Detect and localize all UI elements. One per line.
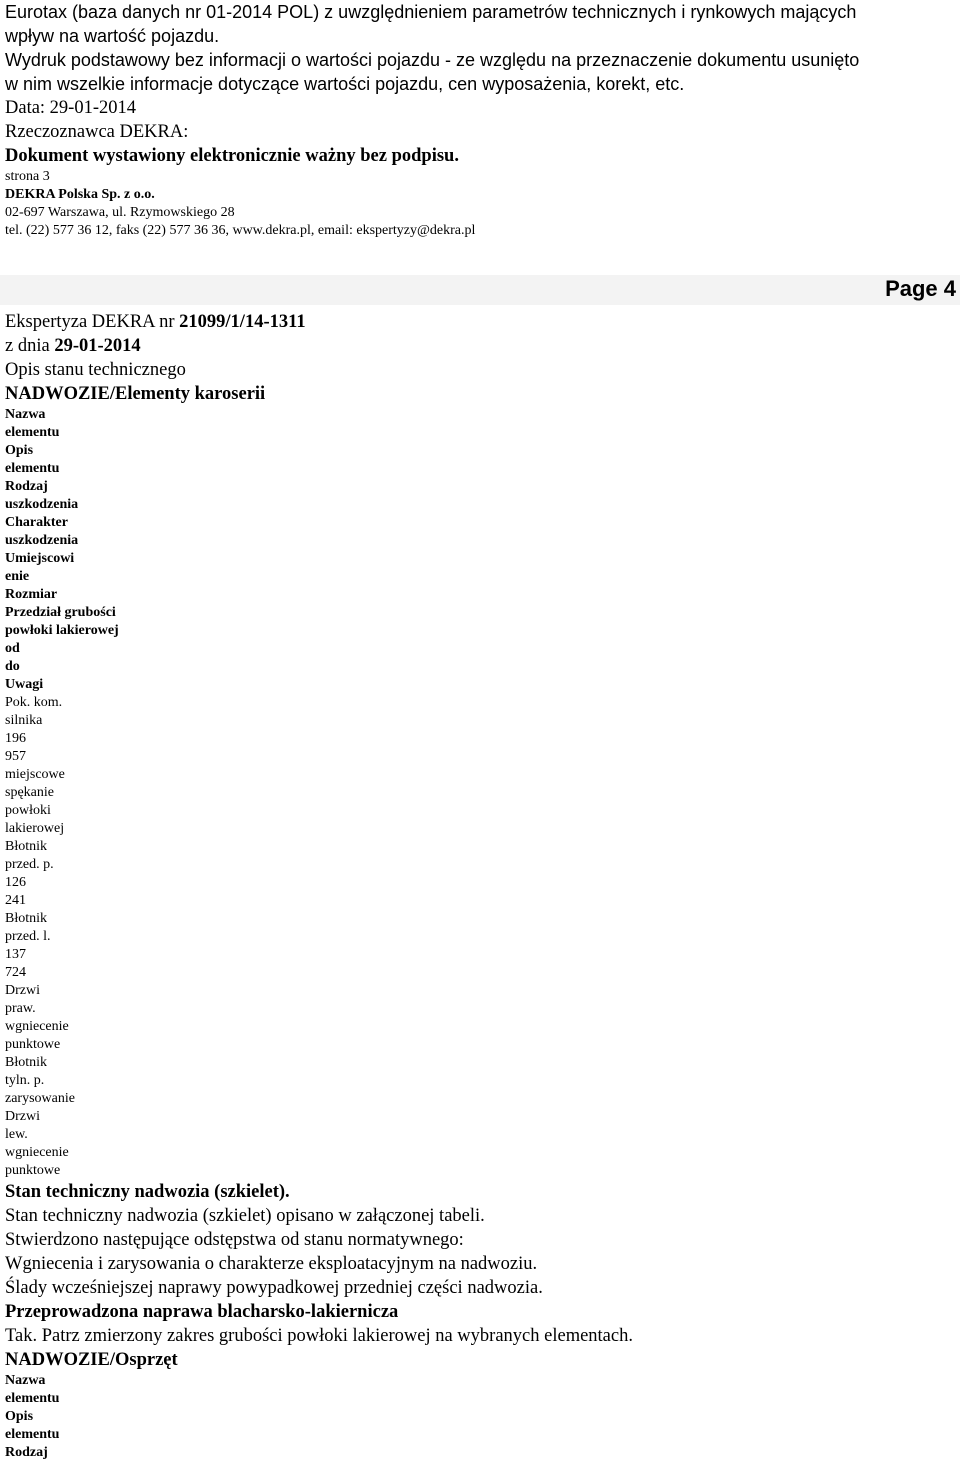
table-cell: praw.: [5, 1001, 36, 1016]
table-cell: zarysowanie: [5, 1091, 75, 1106]
table-header: Uwagi: [5, 677, 44, 692]
company-contact: tel. (22) 577 36 12, faks (22) 577 36 36, www.dekra.pl, email: ekspertyzy@dekra.pl: [5, 223, 476, 238]
table-header: do: [5, 659, 20, 674]
company-address: 02-697 Warszawa, ul. Rzymowskiego 28: [5, 205, 235, 220]
condition-line: Ślady wcześniejszej naprawy powypadkowej przedniej części nadwozia.: [5, 1278, 543, 1298]
report-date-value: 29-01-2014: [54, 336, 141, 356]
repair-text: Tak. Patrz zmierzony zakres grubości powłoki lakierowej na wybranych elementach.: [5, 1326, 633, 1346]
table-header: elementu: [5, 1427, 60, 1442]
table-cell: powłoki: [5, 803, 51, 818]
accessories-table-headers: [5, 1372, 633, 1462]
table-header: elementu: [5, 425, 60, 440]
table-cell: przed. p.: [5, 857, 54, 872]
report-title-prefix: Ekspertyza DEKRA nr: [5, 312, 180, 332]
eurotax-note-line1: Eurotax (baza danych nr 01-2014 POL) z uwzględnieniem parametrów technicznych i rynkowych mających: [5, 2, 857, 22]
table-header: Rodzaj: [5, 1445, 48, 1460]
table-header: Nazwa: [5, 407, 46, 422]
table-header: Nazwa: [5, 1373, 46, 1388]
report-body: [5, 310, 633, 1462]
table-header: Opis: [5, 1409, 34, 1424]
condition-line: Stwierdzono następujące odstępstwa od stanu normatywnego:: [5, 1230, 464, 1250]
report-number: 21099/1/14-1311: [179, 312, 306, 332]
table-cell: wgniecenie: [5, 1019, 69, 1034]
table-cell: 126: [5, 875, 26, 890]
table-header: od: [5, 641, 20, 656]
table-header: uszkodzenia: [5, 497, 79, 512]
table-header: enie: [5, 569, 30, 584]
table-cell: Błotnik: [5, 839, 48, 854]
section-description: Opis stanu technicznego: [5, 360, 186, 380]
section-title-accessories: NADWOZIE/Osprzęt: [5, 1350, 178, 1370]
table-cell: Błotnik: [5, 1055, 48, 1070]
table-header: uszkodzenia: [5, 533, 79, 548]
electronic-signature-note: Dokument wystawiony elektronicznie ważny bez podpisu.: [5, 146, 459, 166]
body-table-cells: [5, 694, 633, 1180]
table-cell: Błotnik: [5, 911, 48, 926]
table-header: elementu: [5, 461, 60, 476]
condition-line: Wgniecenia i zarysowania o charakterze eksploatacyjnym na nadwoziu.: [5, 1254, 538, 1274]
condition-heading: Stan techniczny nadwozia (szkielet).: [5, 1182, 290, 1202]
table-cell: 196: [5, 731, 26, 746]
table-cell: 957: [5, 749, 26, 764]
report-date-prefix: z dnia: [5, 336, 55, 356]
table-cell: 724: [5, 965, 26, 980]
page-number-label: Page 4: [885, 276, 956, 301]
table-cell: lew.: [5, 1127, 28, 1142]
body-table-headers: [5, 406, 633, 694]
table-cell: Drzwi: [5, 1109, 40, 1124]
page-separator-band: [0, 275, 960, 305]
condition-line: Stan techniczny nadwozia (szkielet) opisano w załączonej tabeli.: [5, 1206, 485, 1226]
printout-note-line1: Wydruk podstawowy bez informacji o wartości pojazdu - ze względu na przeznaczenie dokumentu usunięto: [5, 50, 860, 70]
page-reference: strona 3: [5, 169, 50, 184]
table-header: Charakter: [5, 515, 68, 530]
table-cell: 137: [5, 947, 26, 962]
table-header: powłoki lakierowej: [5, 623, 119, 638]
table-cell: przed. l.: [5, 929, 51, 944]
table-cell: Pok. kom.: [5, 695, 63, 710]
eurotax-note-line2: wpływ na wartość pojazdu.: [5, 26, 220, 46]
company-name: DEKRA Polska Sp. z o.o.: [5, 187, 155, 202]
table-cell: tyln. p.: [5, 1073, 45, 1088]
table-cell: silnika: [5, 713, 43, 728]
table-header: Przedział grubości: [5, 605, 116, 620]
appraiser-label: Rzeczoznawca DEKRA:: [5, 122, 189, 142]
table-header: Rodzaj: [5, 479, 48, 494]
table-cell: 241: [5, 893, 26, 908]
table-cell: punktowe: [5, 1037, 61, 1052]
report-title: [5, 310, 633, 334]
table-header: Opis: [5, 443, 34, 458]
table-header: elementu: [5, 1391, 60, 1406]
table-cell: spękanie: [5, 785, 54, 800]
table-header: Rozmiar: [5, 587, 58, 602]
report-date: [5, 334, 633, 358]
table-cell: lakierowej: [5, 821, 65, 836]
table-cell: punktowe: [5, 1163, 61, 1178]
table-cell: miejscowe: [5, 767, 65, 782]
previous-page-footer: [5, 0, 859, 240]
section-title-body: NADWOZIE/Elementy karoserii: [5, 384, 266, 404]
table-header: Umiejscowi: [5, 551, 75, 566]
table-cell: wgniecenie: [5, 1145, 69, 1160]
repair-heading: Przeprowadzona naprawa blacharsko-lakiernicza: [5, 1302, 399, 1322]
document-date: Data: 29-01-2014: [5, 98, 137, 118]
printout-note-line2: w nim wszelkie informacje dotyczące wartości pojazdu, cen wyposażenia, korekt, etc.: [5, 74, 685, 94]
table-cell: Drzwi: [5, 983, 40, 998]
